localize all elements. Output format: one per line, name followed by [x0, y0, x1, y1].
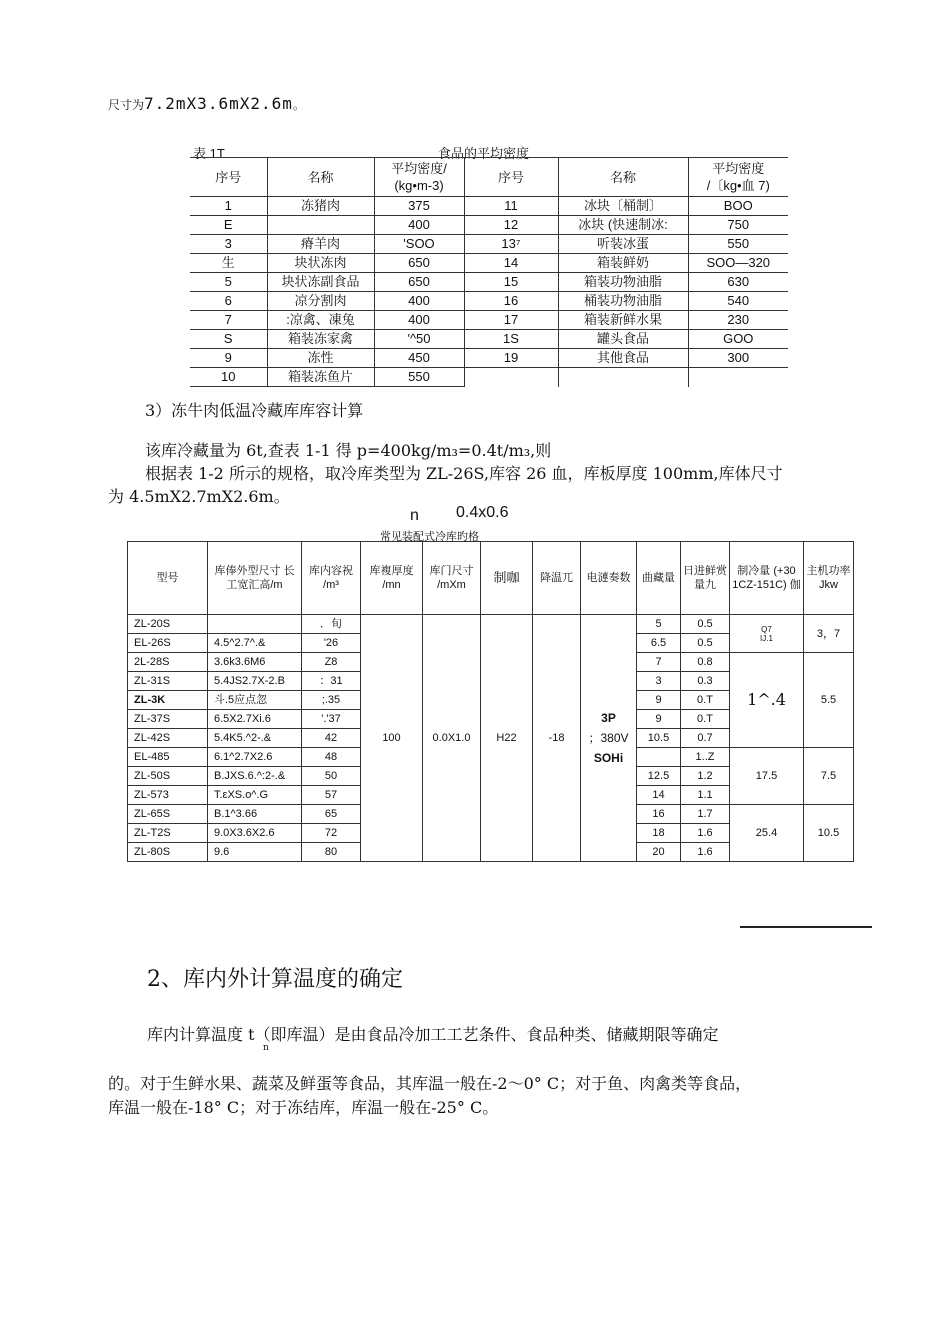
para1: 该库冷藏量为 6t,查表 1-1 得 p=400kg/m₃=0.4t/m₃,则: [145, 441, 552, 460]
table1-cell: 冻性: [267, 349, 374, 368]
table1-header-cell: 名称: [267, 158, 374, 197]
table1-cell: 箱装冻鱼片: [267, 368, 374, 387]
table1-cell: 16: [464, 292, 558, 311]
size-cell: 5.4JS2.7X-2.B: [208, 672, 302, 691]
store-cell: 6.5: [637, 634, 681, 653]
table1-header-cell: 名称: [558, 158, 688, 197]
table2-header-cell: 主机功率 Jkw: [804, 542, 854, 615]
volume-cell: 50: [302, 767, 361, 786]
table1-cell: 生: [190, 254, 267, 273]
table2-header-cell: 降温兀: [533, 542, 581, 615]
volume-cell: 80: [302, 843, 361, 862]
table1-cell: 300: [688, 349, 788, 368]
daily-cell: 0.8: [681, 653, 730, 672]
table1-cell: 650: [374, 254, 464, 273]
table1-row: [190, 273, 788, 292]
table1-header-cell: 平均密度/ (kg•m-3): [374, 158, 464, 197]
table2-row: [128, 615, 854, 634]
table1-cell: 400: [374, 216, 464, 235]
model-cell: ZL-3K: [128, 691, 208, 710]
table1-cell: 6: [190, 292, 267, 311]
table2-header-cell: 型号: [128, 542, 208, 615]
size-cell: 6.1^2.7X2.6: [208, 748, 302, 767]
intro-line: [108, 94, 305, 113]
table1-header-cell: 平均密度 /〔kg•血 7): [688, 158, 788, 197]
store-cell: 10.5: [637, 729, 681, 748]
table1-cell: 瘠羊肉: [267, 235, 374, 254]
table1-cell: 冰块 (快速制冰:: [558, 216, 688, 235]
para4-line1: 的。对于生鲜水果、蔬菜及鲜蛋等食品，其库温一般在-2～0° C；对于鱼、肉禽类等食品，: [108, 1074, 752, 1093]
table2-header-cell: 库俸外型尺寸 长工宽汇高/m: [208, 542, 302, 615]
motor-cell: 3，7: [804, 615, 854, 653]
model-cell: ZL-50S: [128, 767, 208, 786]
table2-header-cell: 库门尺寸 /mXm: [423, 542, 481, 615]
size-cell: 6.5X2.7Xi.6: [208, 710, 302, 729]
size-cell: 斗.5应点忽: [208, 691, 302, 710]
table2-header-cell: 制咖: [481, 542, 533, 615]
store-cell: 9: [637, 691, 681, 710]
cooling-cell: 25.4: [730, 805, 804, 862]
table1-cell: 15: [464, 273, 558, 292]
section3-title: 3）冻牛肉低温冷藏库库容计算: [145, 401, 364, 420]
table1-row: [190, 349, 788, 368]
table1-cell: :凉禽、凍兔: [267, 311, 374, 330]
table1-cell: 450: [374, 349, 464, 368]
table2-header-cell: 日进鲜赏量九: [681, 542, 730, 615]
table1-cell: 听装冰蛋: [558, 235, 688, 254]
store-cell: 18: [637, 824, 681, 843]
table1-cell: 箱装冻家禽: [267, 330, 374, 349]
table1-cell: 550: [688, 235, 788, 254]
para3-subscript: n: [263, 1043, 269, 1053]
cold-storage-spec-table: [127, 541, 854, 862]
table2-header-row: [128, 542, 854, 615]
daily-cell: 1.1: [681, 786, 730, 805]
table1-row: [190, 216, 788, 235]
power-line: ；380V: [588, 731, 629, 745]
model-cell: ZL-T2S: [128, 824, 208, 843]
store-cell: 3: [637, 672, 681, 691]
table1-cell: 凉分割肉: [267, 292, 374, 311]
volume-cell: 42: [302, 729, 361, 748]
daily-cell: 1.6: [681, 843, 730, 862]
table2-header-cell: 制冷量 (+30 1CZ-151C) 伽: [730, 542, 804, 615]
table1-cell: 400: [374, 311, 464, 330]
volume-cell: '.'37: [302, 710, 361, 729]
table1-cell: [267, 216, 374, 235]
table1-cell: 1: [190, 197, 267, 216]
table1-cell: 19: [464, 349, 558, 368]
volume-cell: '26: [302, 634, 361, 653]
store-cell: 16: [637, 805, 681, 824]
section2-title: 2、库内外计算温度的确定: [147, 967, 403, 992]
table1-cell: 罐头食品: [558, 330, 688, 349]
table1-cell: [464, 368, 558, 387]
table1-row: [190, 292, 788, 311]
temp-cell: -18: [533, 615, 581, 862]
table1-cell: [688, 368, 788, 387]
size-cell: 4.5^2.7^.&: [208, 634, 302, 653]
table1-cell: 550: [374, 368, 464, 387]
daily-cell: 1.7: [681, 805, 730, 824]
volume-cell: ;.35: [302, 691, 361, 710]
model-cell: ZL-573: [128, 786, 208, 805]
cooling-cell: 1^.4: [730, 653, 804, 748]
volume-cell: Z8: [302, 653, 361, 672]
store-cell: 20: [637, 843, 681, 862]
table1-row: [190, 368, 788, 387]
para2-line1: 根据表 1-2 所示的规格，取冷库类型为 ZL-26S,库容 26 血，库板厚度 100mm,库体尺寸: [145, 464, 783, 483]
model-cell: 2L-28S: [128, 653, 208, 672]
size-cell: 3.6k3.6M6: [208, 653, 302, 672]
volume-cell: ：31: [302, 672, 361, 691]
table1-cell: GOO: [688, 330, 788, 349]
table1-cell: 13⁷: [464, 235, 558, 254]
daily-cell: 0.T: [681, 710, 730, 729]
volume-cell: 48: [302, 748, 361, 767]
volume-cell: 65: [302, 805, 361, 824]
table1-cell: 14: [464, 254, 558, 273]
table1-cell: 12: [464, 216, 558, 235]
size-cell: B.JXS.6.^:2-.&: [208, 767, 302, 786]
power-line: SOHi: [593, 751, 624, 765]
table1-cell: 400: [374, 292, 464, 311]
table1-caption: 食品的平均密度: [438, 146, 530, 161]
model-cell: ZL-20S: [128, 615, 208, 634]
table1-cell: SOO—320: [688, 254, 788, 273]
size-cell: 9.6: [208, 843, 302, 862]
table1-cell: E: [190, 216, 267, 235]
formula-expr: 0.4x0.6: [456, 504, 509, 518]
table1-cell: 11: [464, 197, 558, 216]
daily-cell: 0.5: [681, 634, 730, 653]
table1-header-row: [190, 158, 788, 197]
table1-cell: 1S: [464, 330, 558, 349]
table1-row: [190, 254, 788, 273]
table1-cell: 5: [190, 273, 267, 292]
model-cell: ZL-80S: [128, 843, 208, 862]
power-line: 3P: [601, 711, 616, 725]
door-cell: 0.0X1.0: [423, 615, 481, 862]
table1-cell: 10: [190, 368, 267, 387]
store-cell: 7: [637, 653, 681, 672]
table1-cell: 9: [190, 349, 267, 368]
table1-cell: 桶装功物油脂: [558, 292, 688, 311]
table2-caption: 常见装配式冷库旳格: [380, 531, 479, 543]
table1-cell: 3: [190, 235, 267, 254]
table1-row: [190, 197, 788, 216]
para4-line2: 库温一般在-18° C；对于冻结库，库温一般在-25° C。: [108, 1098, 499, 1117]
daily-cell: 0.3: [681, 672, 730, 691]
table1-cell: 块状冻副食品: [267, 273, 374, 292]
table1-cell: 375: [374, 197, 464, 216]
store-cell: [637, 748, 681, 767]
volume-cell: ．旬: [302, 615, 361, 634]
table1-cell: 块状冻肉: [267, 254, 374, 273]
size-cell: 5.4K5.^2-.&: [208, 729, 302, 748]
table2-header-cell: 曲藏量: [637, 542, 681, 615]
table1-cell: 其他食品: [558, 349, 688, 368]
size-cell: B.1^3.66: [208, 805, 302, 824]
model-cell: EL-26S: [128, 634, 208, 653]
table1-label: 表 1T: [193, 146, 225, 161]
store-cell: 12.5: [637, 767, 681, 786]
cooling-cell: 17.5: [730, 748, 804, 805]
table1-row: [190, 311, 788, 330]
para3: [147, 1022, 719, 1045]
table1-cell: 17: [464, 311, 558, 330]
model-cell: ZL-42S: [128, 729, 208, 748]
motor-cell: 7.5: [804, 748, 854, 805]
model-cell: ZL-37S: [128, 710, 208, 729]
store-cell: 14: [637, 786, 681, 805]
daily-cell: 0.5: [681, 615, 730, 634]
motor-cell: 5.5: [804, 653, 854, 748]
table1-cell: 750: [688, 216, 788, 235]
daily-cell: 0.T: [681, 691, 730, 710]
intro-prefix: 尺寸为: [108, 98, 145, 112]
table1-header-cell: 序号: [464, 158, 558, 197]
table1-cell: '^50: [374, 330, 464, 349]
motor-cell: 10.5: [804, 805, 854, 862]
table2-bottom-rule: [740, 926, 872, 928]
table1-cell: 'SOO: [374, 235, 464, 254]
formula-n: n: [410, 507, 419, 521]
daily-cell: 1..Z: [681, 748, 730, 767]
table1-row: [190, 235, 788, 254]
table1-cell: [558, 368, 688, 387]
thickness-cell: 100: [361, 615, 423, 862]
table2-header-cell: 库内容祝 /m³: [302, 542, 361, 615]
volume-cell: 72: [302, 824, 361, 843]
table1-cell: 箱装新鲜水果: [558, 311, 688, 330]
size-cell: 9.0X3.6X2.6: [208, 824, 302, 843]
daily-cell: 1.6: [681, 824, 730, 843]
table1-cell: 7: [190, 311, 267, 330]
daily-cell: 0.7: [681, 729, 730, 748]
table1-cell: 650: [374, 273, 464, 292]
intro-value: 7.2mX3.6mX2.6m: [144, 94, 293, 113]
table1-header-cell: 序号: [190, 158, 267, 197]
size-cell: [208, 615, 302, 634]
table1-row: [190, 330, 788, 349]
table2-header-cell: 库複厚度 /mn: [361, 542, 423, 615]
table1-cell: S: [190, 330, 267, 349]
table1-cell: 630: [688, 273, 788, 292]
model-cell: EL-485: [128, 748, 208, 767]
volume-cell: 57: [302, 786, 361, 805]
para2-line2: 为 4.5mX2.7mX2.6m。: [108, 487, 290, 506]
table1-cell: 箱装功物油脂: [558, 273, 688, 292]
refrigerant-cell: H22: [481, 615, 533, 862]
table1-cell: 冻猪肉: [267, 197, 374, 216]
table1-cell: 箱装鲜奶: [558, 254, 688, 273]
size-cell: T.εXS.o^.G: [208, 786, 302, 805]
table1-cell: 冰块〔桶制〕: [558, 197, 688, 216]
store-cell: 9: [637, 710, 681, 729]
table2-header-cell: 电漣奏数: [581, 542, 637, 615]
table1-cell: 230: [688, 311, 788, 330]
table1-cell: BOO: [688, 197, 788, 216]
model-cell: ZL-31S: [128, 672, 208, 691]
daily-cell: 1.2: [681, 767, 730, 786]
store-cell: 5: [637, 615, 681, 634]
food-density-table: [190, 157, 788, 387]
cooling-cell: Q7 IJ.1: [730, 615, 804, 653]
model-cell: ZL-65S: [128, 805, 208, 824]
intro-suffix: 。: [292, 98, 305, 112]
para3-text: 库内计算温度 t（即库温）是由食品冷加工工艺条件、食品种类、储藏期限等确定: [147, 1025, 719, 1044]
table1-cell: 540: [688, 292, 788, 311]
power-cell: [581, 615, 637, 862]
